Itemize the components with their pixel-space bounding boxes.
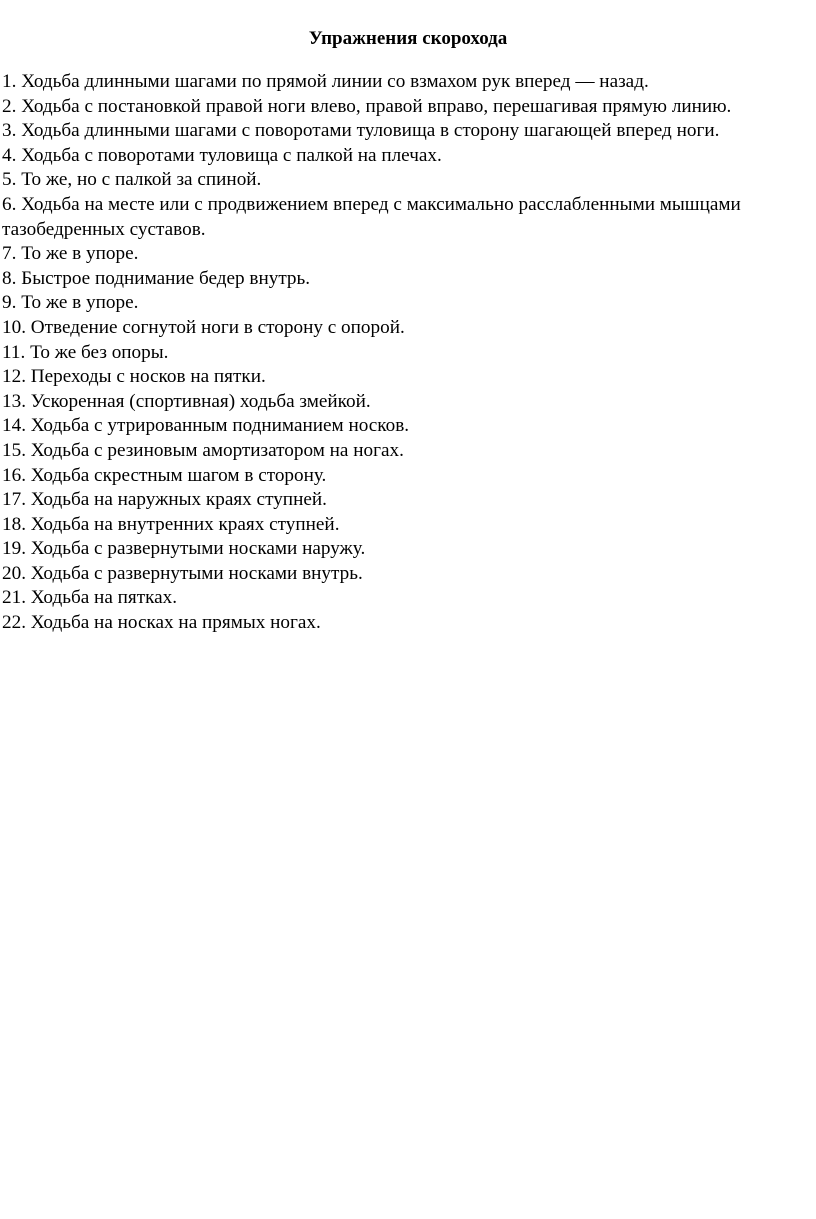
exercise-item-22: 22. Ходьба на носках на прямых ногах. xyxy=(2,612,321,634)
exercise-item-19: 19. Ходьба с развернутыми носками наружу. xyxy=(2,538,366,560)
exercise-item-21: 21. Ходьба на пятках. xyxy=(2,587,178,609)
exercise-item-20: 20. Ходьба с развернутыми носками внутрь. xyxy=(2,562,363,584)
exercise-item-7: 7. То же в упоре. xyxy=(2,243,139,265)
exercise-item-10: 10. Отведение согнутой ноги в сторону с опорой. xyxy=(2,316,405,338)
exercise-item-4: 4. Ходьба с поворотами туловища с палкой на плечах. xyxy=(2,144,442,166)
exercise-item-8: 8. Быстрое поднимание бедер внутрь. xyxy=(2,267,311,289)
exercise-item-5: 5. То же, но с палкой за спиной. xyxy=(2,169,262,191)
document-title: Упражнения скорохода xyxy=(308,28,508,49)
exercise-item-3: 3. Ходьба длинными шагами с поворотами туловища в сторону шагающей вперед ноги. xyxy=(2,120,720,142)
exercise-item-18: 18. Ходьба на внутренних краях ступней. xyxy=(2,513,340,535)
exercise-item-15: 15. Ходьба с резиновым амортизатором на ногах. xyxy=(2,439,404,461)
exercise-item-9: 9. То же в упоре. xyxy=(2,292,139,314)
exercise-list xyxy=(2,70,814,636)
exercise-item-12: 12. Переходы с носков на пятки. xyxy=(2,366,266,388)
exercise-item-2: 2. Ходьба с постановкой правой ноги влево, правой вправо, перешагивая прямую линию. xyxy=(2,95,732,117)
exercise-item-16: 16. Ходьба скрестным шагом в сторону. xyxy=(2,464,327,486)
exercise-item-14: 14. Ходьба с утрированным подниманием носков. xyxy=(2,415,410,437)
exercise-item-6: 6. Ходьба на месте или с продвижением вперед с максимально расслабленными мышцами тазобедренных суставов. xyxy=(2,193,741,240)
exercise-item-13: 13. Ускоренная (спортивная) ходьба змейкой. xyxy=(2,390,371,412)
exercise-item-17: 17. Ходьба на наружных краях ступней. xyxy=(2,489,327,511)
exercise-item-11: 11. То же без опоры. xyxy=(2,341,169,363)
exercise-item-1: 1. Ходьба длинными шагами по прямой линии со взмахом рук вперед — назад. xyxy=(2,71,649,92)
